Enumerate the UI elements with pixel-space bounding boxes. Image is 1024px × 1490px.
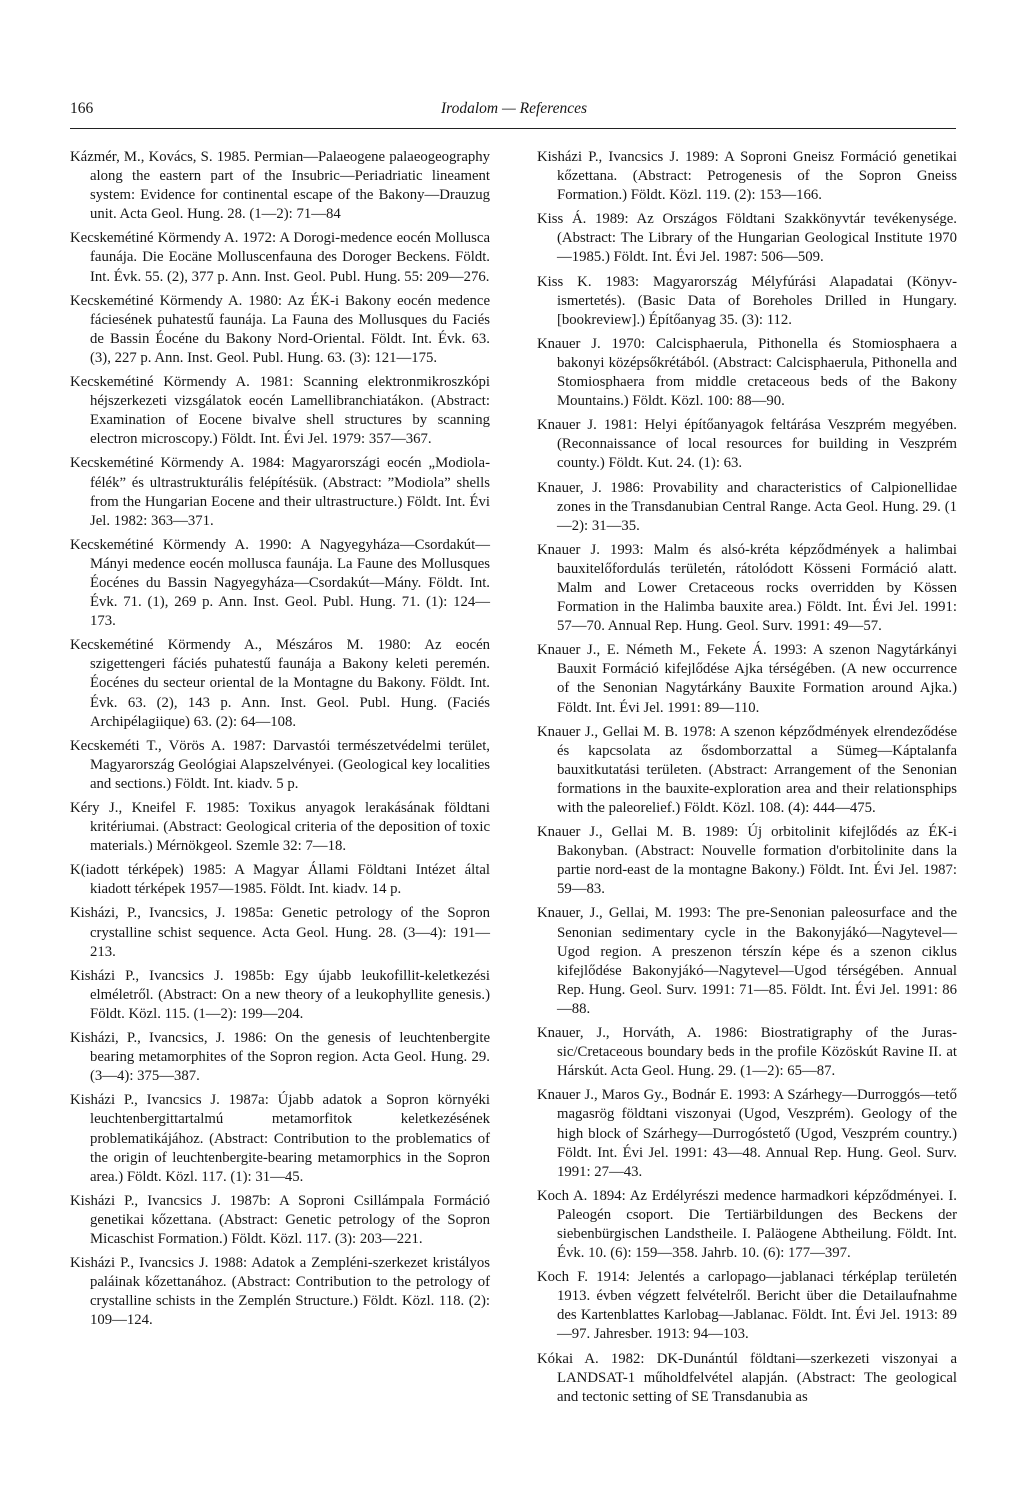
reference-entry: Knauer J. 1970: Calcisphaerula, Pithonella és Stomiosphaera a bakonyi középsőkrétából. (Abstract: Calcisphaerula, Pithonella and Stomiosphaera from middle cretaceous beds of the Bakony Mountains.) Földt. Közl. 100: 88—90. <box>537 335 957 410</box>
reference-entry: Knauer J., Gellai M. B. 1989: Új orbitolinit kifejlődés az ÉK-i Bakonyban. (Abstract: Nouvelle formation d'orbitolinite dans la partie nord-east de la montagne Bakony.) Földt. Int. Évi Jel. 1987: 59—83. <box>537 824 957 898</box>
reference-entry: Knauer J. 1993: Malm és alsó-kréta képződmények a halimbai bauxitelőfordulás területén, rátolódott Kösseni Formáció alatt. Malm and Lower Cretaceous rocks overridden by Kössen Formation in the Halimba bauxite area.) Földt. Int. Évi Jel. 1991: 57—70. Annual Rep. Hung. Geol. Surv. 1991: 49—57. <box>537 541 957 635</box>
reference-entry: Knauer, J., Gellai, M. 1993: The pre-Senonian paleosurface and the Senonian sedimentary cycle in the Bakonyjákó—Nagytevel—Ugod region. A preszenon térszín képe és a szenon ciklus kifejlődése Bakonyjákó—Nagytevel—Ugod térségében. Annual Rep. Hung. Geol. Surv. 1991: 71—85. Földt. Int. Évi Jel. 1991: 86—88. <box>537 905 957 1017</box>
right-column <box>537 148 957 1412</box>
reference-entry: Koch A. 1894: Az Erdélyrészi medence harmadkori képződményei. I. Paleogén csoport. Die Tertiärbildungen des Beckens der siebenbürgischen Landstheile. I. Paläogene Abtheilung. Földt. Int. Évk. 10. (6): 159—358. Jahrb. 10. (6): 177—397. <box>537 1187 957 1262</box>
reference-entry: Knauer J., Gellai M. B. 1978: A szenon képződmények elrendeződése és kapcsolata az ősdomborzattal a Sümeg—Káptalanfa bauxitkutatási területen. (Abstract: Arrangement of the Senonian formations in the bauxite-exploration area and their relationsphips with the paleorelief.) Földt. Közl. 108. (4): 444—475. <box>537 723 957 816</box>
reference-entry: Kecskeméti T., Vörös A. 1987: Darvastói természetvédelmi terület, Magyarország Geológiai Alapszelvényei. (Geological key localities and sections.) Földt. Int. kiadv. 5 p. <box>70 737 490 792</box>
reference-entry: Kisházi P., Ivancsics J. 1985b: Egy újabb leukofillit-keletkezési elméletről. (Abstract: On a new theory of a leukophyllite genesis.) Földt. Közl. 115. (1—2): 199—204. <box>70 967 490 1022</box>
reference-entry: Kéry J., Kneifel F. 1985: Toxikus anyagok lerakásának földtani kritériumai. (Abstract: Geological criteria of the deposition of toxic materials.) Mérnökgeol. Szemle 32: 7—18. <box>70 800 490 855</box>
reference-entry: Kecskemétiné Körmendy A. 1984: Magyarországi eocén „Modiola-félék” és ultrastrukturális felépítésük. (Abstract: ”Modiola” shells from the Hungarian Eocene and their ultrastructure.) Földt. Int. Évi Jel. 1982: 363—371. <box>70 455 490 529</box>
reference-entry: Kisházi P., Ivancsics J. 1987a: Újabb adatok a Sopron környéki leuchtenbergittartalmú metamorfitok keletkezésének problematikájához. (Abstract: Contribution to the problematics of the origin of leuchtenbergite-bearing metamorphics in the Sopron area.) Földt. Közl. 117. (1): 31—45. <box>70 1092 490 1185</box>
header-rule <box>70 128 956 129</box>
reference-entry: Kecskemétiné Körmendy A. 1980: Az ÉK-i Bakony eocén medence fáciesének puhatestű faunája. La Fauna des Mollusques du Faciés de Bassin Éocéne du Bakony Nord-Oriental. Földt. Int. Évk. 63. (3), 227 p. Ann. Inst. Geol. Publ. Hung. 63. (3): 121—175. <box>70 292 490 366</box>
reference-entry: Kiss K. 1983: Magyarország Mélyfúrási Alapadatai (Könyvismertetés). (Basic Data of Boreholes Drilled in Hungary. [bookreview].) Építőanyag 35. (3): 112. <box>537 273 957 328</box>
reference-entry: Kecskemétiné Körmendy A. 1972: A Dorogi-medence eocén Mollusca faunája. Die Eocäne Molluscenfauna des Doroger Beckens. Földt. Int. Évk. 55. (2), 377 p. Ann. Inst. Geol. Publ. Hung. 55: 209—276. <box>70 230 490 285</box>
reference-entry: Kisházi P., Ivancsics J. 1987b: A Soproni Csillámpala Formáció genetikai kőzettana. (Abstract: Genetic petrology of the Sopron Micaschist Formation.) Földt. Közl. 117. (3): 203—221. <box>70 1192 490 1247</box>
reference-entry: Kókai A. 1982: DK-Dunántúl földtani—szerkezeti viszonyai a LANDSAT-1 műholdfelvétel alapján. (Abstract: The geological and tectonic setting of SE Transdanubia as <box>537 1350 957 1405</box>
reference-entry: Knauer J., Maros Gy., Bodnár E. 1993: A Szárhegy—Durroggós—tető magasrög földtani viszonyai (Ugod, Veszprém). Geology of the high block of Szárhegy—Durrogóstető (Ugod, Veszprém country.) Földt. Int. Évi Jel. 1991: 43—48. Annual Rep. Hung. Geol. Surv. 1991: 27—43. <box>537 1087 957 1180</box>
reference-entry: K(iadott térképek) 1985: A Magyar Állami Földtani Intézet által kiadott térképek 1957—1985. Földt. Int. kiadv. 14 p. <box>70 862 490 898</box>
reference-entry: Kiss Á. 1989: Az Országos Földtani Szakkönyvtár tevékenysége. (Abstract: The Library of the Hungarian Geological Institute 1970—1985.) Földt. Int. Évi Jel. 1987: 506—509. <box>537 211 957 266</box>
reference-entry: Kisházi, P., Ivancsics, J. 1985a: Genetic petrology of the Sopron crystalline schist sequence. Acta Geol. Hung. 28. (3—4): 191—213. <box>70 905 490 960</box>
reference-entry: Knauer, J. 1986: Provability and characteristics of Calpionellidae zones in the Transdanubian Central Range. Acta Geol. Hung. 29. (1—2): 31—35. <box>537 479 957 534</box>
reference-entry: Kisházi P., Ivancsics J. 1989: A Soproni Gneisz Formáció genetikai kőzettana. (Abstract: Petrogenesis of the Sopron Gneiss Formation.) Földt. Közl. 119. (2): 153—166. <box>537 149 957 204</box>
reference-entry: Kecskemétiné Körmendy A. 1990: A Nagyegyháza—Csordakút—Mányi medence eocén mollusca faunája. La Faune des Mollusques Éocénes du Bassin Nagyegyháza—Csordakút—Mány. Földt. Int. Évk. 71. (1), 269 p. Ann. Inst. Geol. Publ. Hung. 71. (1): 124—173. <box>70 536 490 630</box>
reference-entry: Kisházi, P., Ivancsics, J. 1986: On the genesis of leuchtenbergite bearing metamorphites of the Sopron region. Acta Geol. Hung. 29. (3—4): 375—387. <box>70 1030 490 1085</box>
reference-entry: Knauer J. 1981: Helyi építőanyagok feltárása Veszprém megyében. (Reconnaissance of local resources for building in Veszprém county.) Földt. Kut. 24. (1): 63. <box>537 417 957 472</box>
page-number: 166 <box>70 100 94 117</box>
left-column <box>70 148 490 1335</box>
running-title: Irodalom — References <box>441 100 588 117</box>
reference-entry: Kecskemétiné Körmendy A. 1981: Scanning elektronmikroszkópi héjszerkezeti vizsgálatok eocén Lamellibranchiatákon. (Abstract: Examination of Eocene bivalve shell structures by scanning electron microscopy.) Földt. Int. Évi Jel. 1979: 357—367. <box>70 374 490 448</box>
reference-entry: Knauer, J., Horváth, A. 1986: Biostratigraphy of the Jurassic/Cretaceous boundary beds in the profile Közöskút Ravine II. at Hárskút. Acta Geol. Hung. 29. (1—2): 65—87. <box>537 1025 957 1080</box>
page-header <box>70 96 956 132</box>
reference-entry: Knauer J., E. Németh M., Fekete Á. 1993: A szenon Nagytárkányi Bauxit Formáció kifejlődése Ajka térségében. (A new occurrence of the Senonian Nagytárkány Bauxite Formation around Ajka.) Földt. Int. Évi Jel. 1991: 89—110. <box>537 642 957 716</box>
reference-entry: Kázmér, M., Kovács, S. 1985. Permian—Palaeogene palaeogeography along the eastern part of the Insubric—Periadriatic lineament system: Evidence for continental escape of the Bakony—Drauzug unit. Acta Geol. Hung. 28. (1—2): 71—84 <box>70 149 490 223</box>
reference-entry: Kisházi P., Ivancsics J. 1988: Adatok a Zempléni-szerkezet kristályos paláinak kőzettanához. (Abstract: Contribution to the petrology of crystalline schists in the Zemplén Structure.) Földt. Közl. 118. (2): 109—124. <box>70 1255 490 1329</box>
reference-entry: Koch F. 1914: Jelentés a carlopago—jablanaci térképlap területén 1913. évben végzett felvételről. Bericht über die Detailaufnahme des Kartenblattes Karlobag—Jablanac. Földt. Int. Évi Jel. 1913: 89—97. Jahresber. 1913: 94—103. <box>537 1269 957 1343</box>
reference-entry: Kecskemétiné Körmendy A., Mészáros M. 1980: Az eocén szigettengeri fáciés puhatestű faunája a Bakony keleti peremén. Éocénes du secteur oriental de la Montagne du Bakony. Földt. Int. Évk. 63. (2), 143 p. Ann. Inst. Geol. Publ. Hung. (Faciés Archipélagiique) 63. (2): 64—108. <box>70 637 490 730</box>
